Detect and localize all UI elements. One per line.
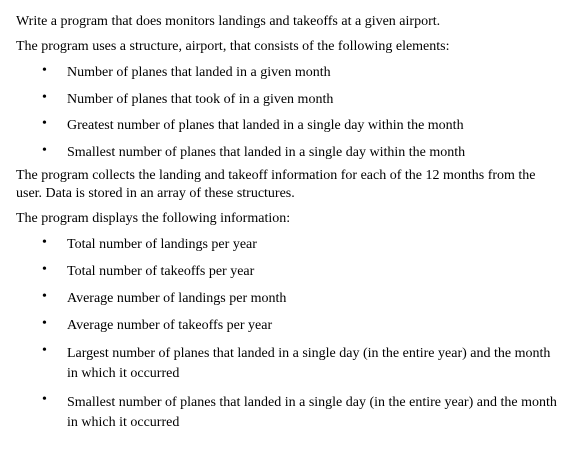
bullet-icon: •: [42, 143, 47, 159]
bullet-icon: •: [42, 63, 47, 78]
list-item: • Total number of landings per year: [42, 235, 257, 253]
list-item: • Largest number of planes that landed in a single day (in the entire year) and the month in which it occurred: [42, 343, 551, 382]
assignment-document: [16, 13, 561, 433]
bullet-icon: •: [42, 262, 47, 278]
list-item: • Total number of takeoffs per year: [42, 262, 255, 280]
list-item: • Smallest number of planes that landed in a single day (in the entire year) and the month in which it occurred: [42, 392, 557, 431]
list-item: • Smallest number of planes that landed in a single day within the month: [42, 143, 466, 161]
bullet-icon: •: [42, 89, 47, 105]
list-item: • Average number of takeoffs per year: [42, 316, 273, 334]
bullet-icon: •: [42, 289, 47, 305]
intro-paragraph: Write a program that does monitors landings and takeoffs at a given airport.: [16, 14, 441, 29]
bullet-icon: •: [42, 235, 47, 251]
displays-intro-paragraph: The program displays the following information:: [16, 211, 291, 227]
bullet-icon: •: [42, 392, 47, 408]
bullet-icon: •: [42, 316, 47, 332]
list-item: • Number of planes that took of in a given month: [42, 89, 334, 107]
list-item: • Average number of landings per month: [42, 289, 287, 307]
structure-elements-list: [16, 64, 561, 162]
structure-intro-paragraph: The program uses a structure, airport, that consists of the following elements:: [16, 39, 450, 54]
output-info-list: [16, 236, 561, 433]
list-item: • Greatest number of planes that landed in a single day within the month: [42, 116, 464, 134]
collects-paragraph: The program collects the landing and takeoff information for each of the 12 months from the user. Data is stored in an array of these structures.: [16, 168, 536, 202]
list-item: • Number of planes that landed in a given month: [42, 63, 331, 80]
bullet-icon: •: [42, 343, 47, 359]
bullet-icon: •: [42, 116, 47, 132]
